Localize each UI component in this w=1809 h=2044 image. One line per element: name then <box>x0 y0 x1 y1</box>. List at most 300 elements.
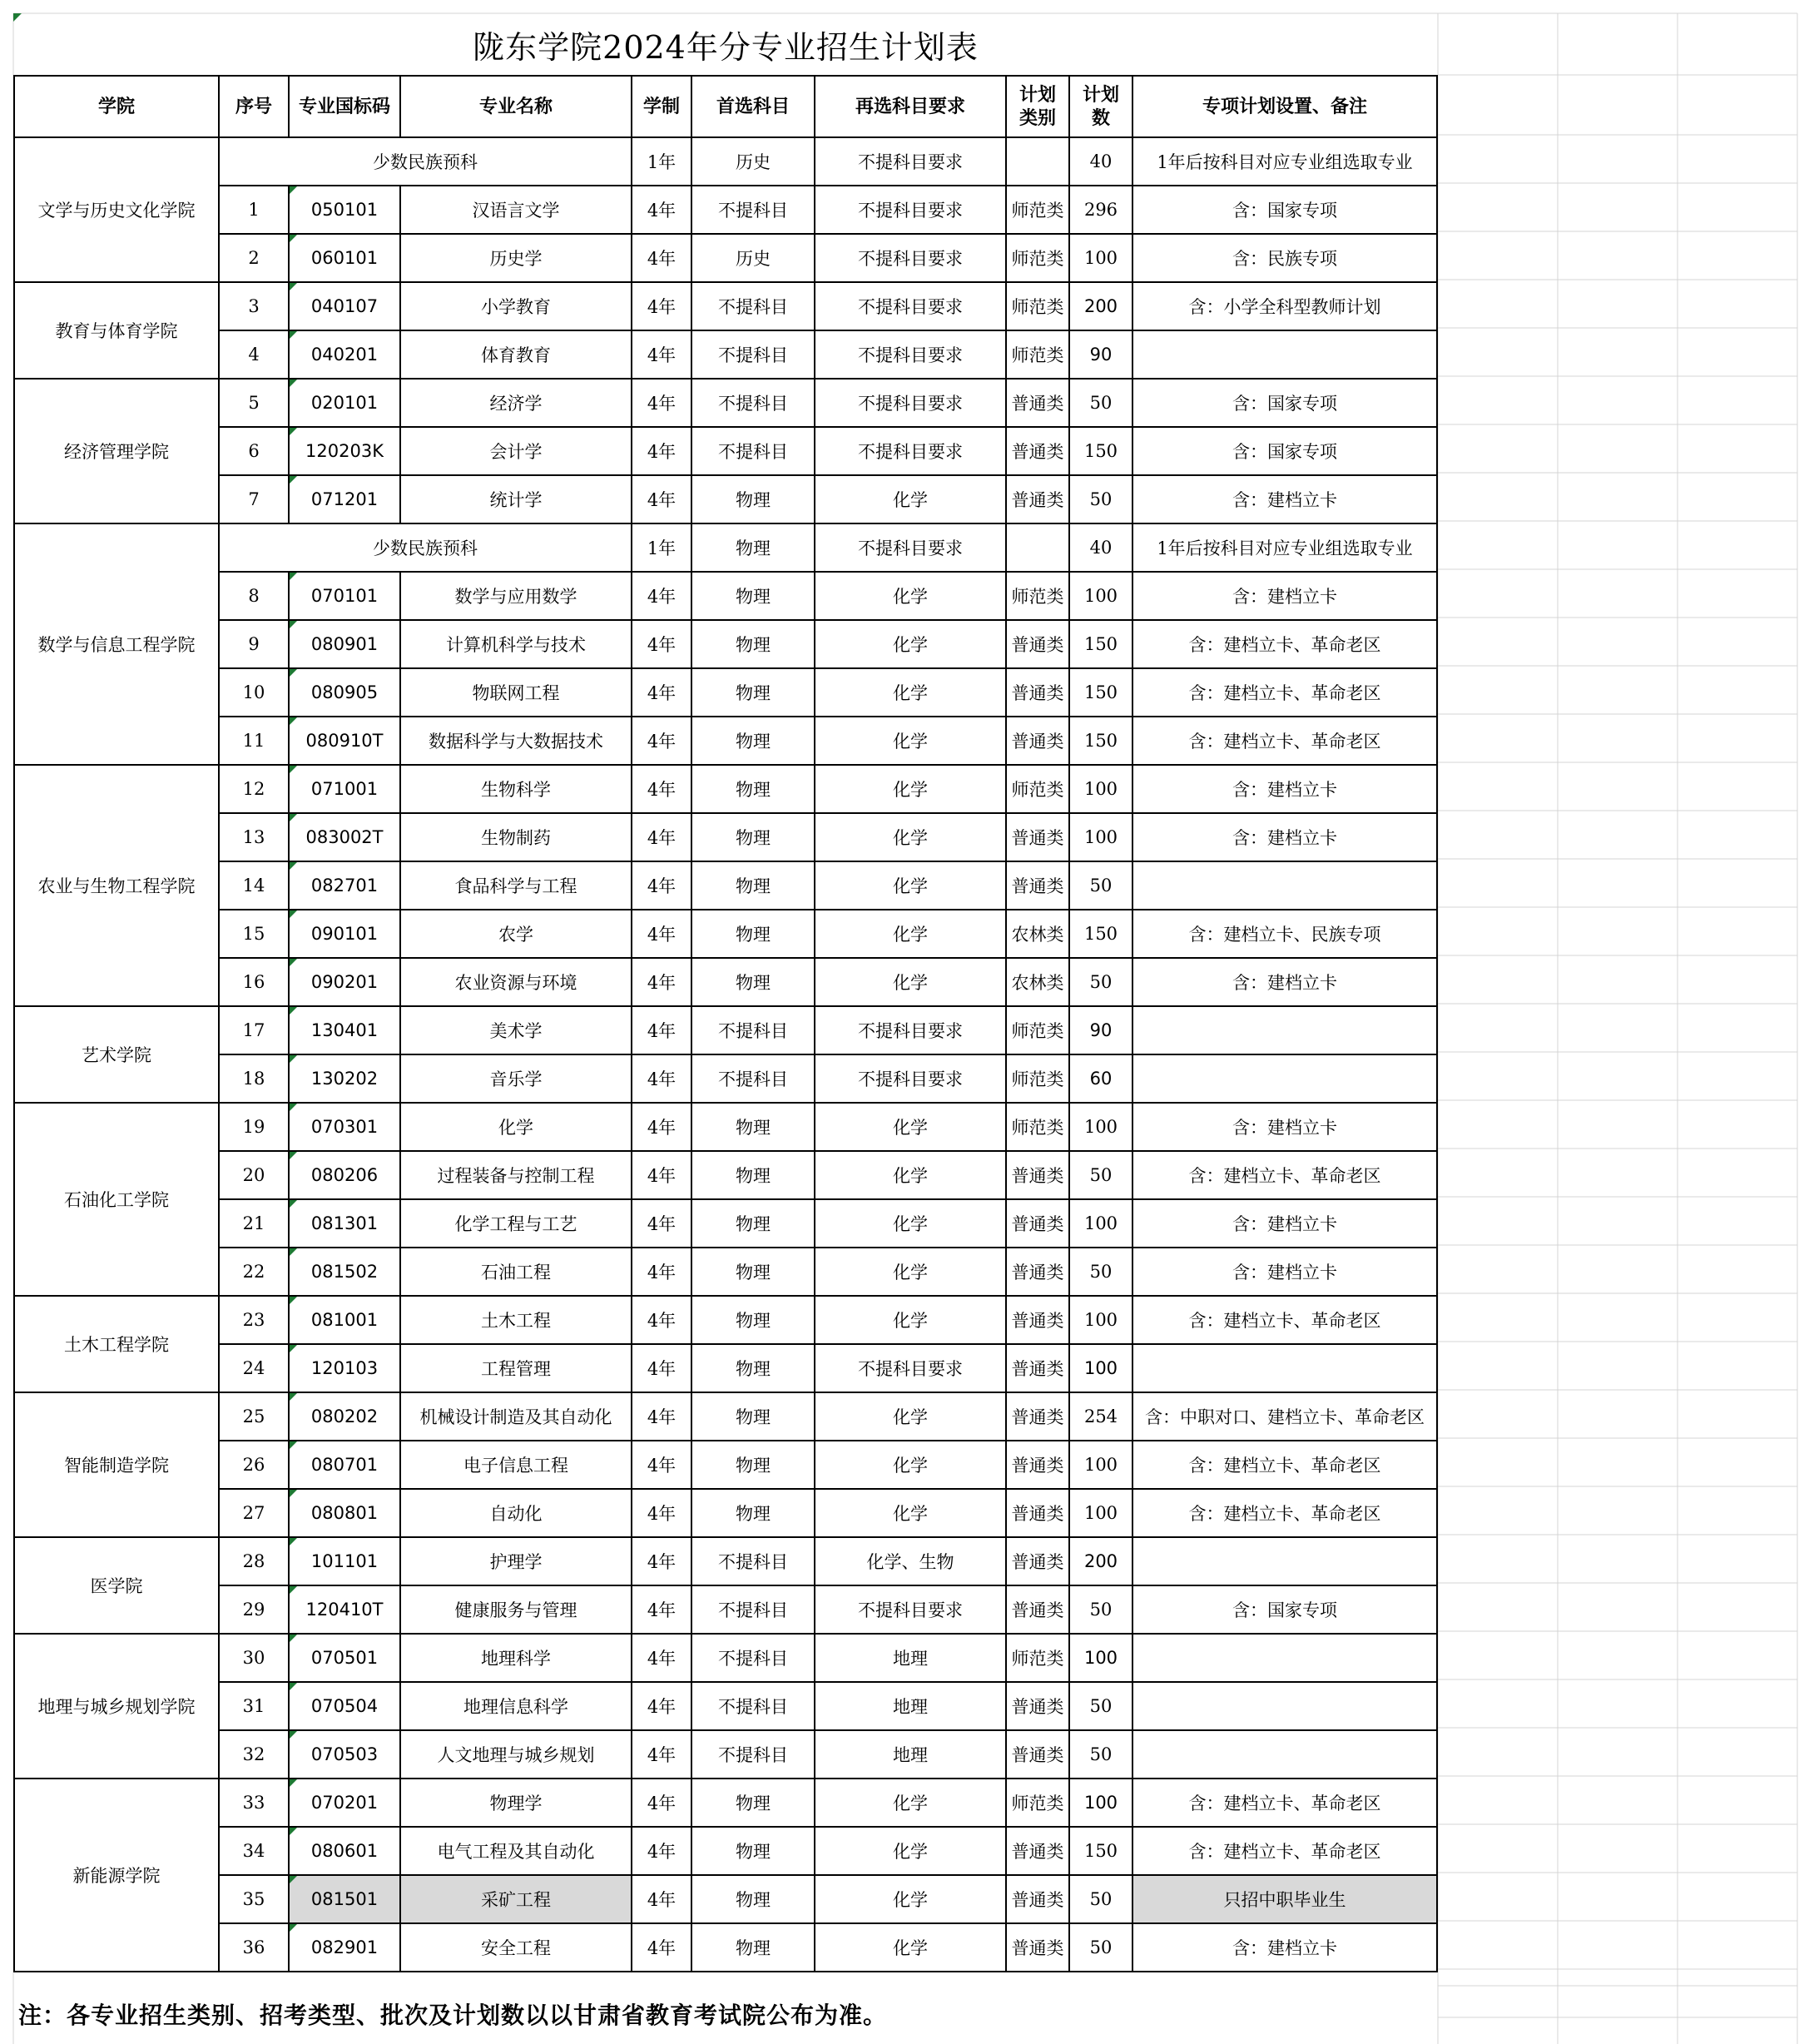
second-subject-cell: 化学 <box>815 475 1006 523</box>
table-row <box>14 1923 1437 1972</box>
plan-count-cell: 50 <box>1069 1151 1132 1199</box>
cell-marker-icon <box>290 814 297 821</box>
second-subject-cell: 化学 <box>815 1248 1006 1296</box>
code-cell <box>289 1054 400 1103</box>
seq-cell: 22 <box>219 1248 289 1296</box>
code-text: 040201 <box>310 345 379 365</box>
plan-category-cell: 师范类 <box>1006 186 1069 234</box>
first-subject-cell: 物理 <box>691 1344 815 1392</box>
code-cell <box>289 379 400 427</box>
code-text: 130401 <box>310 1020 379 1040</box>
college-name: 地理与城乡规划学院 <box>14 1634 219 1779</box>
remark-cell: 含：国家专项 <box>1132 1585 1437 1634</box>
plan-count-cell: 100 <box>1069 813 1132 861</box>
code-text: 080905 <box>310 682 379 702</box>
remark-cell <box>1132 1344 1437 1392</box>
cell-marker-icon <box>290 1490 297 1497</box>
second-subject-cell: 不提科目要求 <box>815 330 1006 379</box>
header-duration: 学制 <box>632 76 691 137</box>
cell-marker-icon <box>290 1007 297 1015</box>
remark-cell: 含：建档立卡 <box>1132 765 1437 813</box>
second-subject-cell: 化学 <box>815 1489 1006 1537</box>
first-subject-cell: 不提科目 <box>691 379 815 427</box>
duration-cell: 4年 <box>632 1441 691 1489</box>
college-name: 文学与历史文化学院 <box>14 137 219 282</box>
duration-cell: 4年 <box>632 572 691 620</box>
plan-count-cell: 150 <box>1069 1827 1132 1875</box>
plan-count-cell: 100 <box>1069 1344 1132 1392</box>
duration-cell: 4年 <box>632 427 691 475</box>
table-row <box>14 1489 1437 1537</box>
second-subject-cell: 化学 <box>815 765 1006 813</box>
code-cell <box>289 1441 400 1489</box>
cell-marker-icon <box>290 476 297 484</box>
duration-cell: 4年 <box>632 861 691 910</box>
code-text: 082901 <box>310 1937 379 1957</box>
first-subject-cell: 物理 <box>691 1296 815 1344</box>
first-subject-cell: 物理 <box>691 1923 815 1972</box>
second-subject-cell: 不提科目要求 <box>815 1054 1006 1103</box>
cell-marker-icon <box>290 1586 297 1594</box>
code-text: 081001 <box>310 1310 379 1330</box>
major-name-cell: 电气工程及其自动化 <box>400 1827 632 1875</box>
plan-count-cell: 200 <box>1069 1537 1132 1585</box>
major-name-cell: 统计学 <box>400 475 632 523</box>
college-name: 艺术学院 <box>14 1006 219 1103</box>
code-cell <box>289 1344 400 1392</box>
plan-count-cell: 100 <box>1069 1199 1132 1248</box>
remark-cell: 含：建档立卡、革命老区 <box>1132 717 1437 765</box>
major-name-cell: 食品科学与工程 <box>400 861 632 910</box>
first-subject-cell: 物理 <box>691 523 815 572</box>
second-subject-cell: 不提科目要求 <box>815 427 1006 475</box>
major-name-cell: 农学 <box>400 910 632 958</box>
table-row <box>14 1779 1437 1827</box>
major-name-cell: 会计学 <box>400 427 632 475</box>
cell-marker-icon <box>290 766 297 773</box>
major-name-cell: 自动化 <box>400 1489 632 1537</box>
remark-cell: 含：建档立卡 <box>1132 813 1437 861</box>
seq-cell: 19 <box>219 1103 289 1151</box>
header-seq: 序号 <box>219 76 289 137</box>
first-subject-cell: 物理 <box>691 1489 815 1537</box>
code-text: 090201 <box>310 972 379 992</box>
code-cell <box>289 813 400 861</box>
seq-cell: 28 <box>219 1537 289 1585</box>
plan-category-cell: 普通类 <box>1006 717 1069 765</box>
seq-cell: 33 <box>219 1779 289 1827</box>
header-second-subject: 再选科目要求 <box>815 76 1006 137</box>
major-name-cell: 地理科学 <box>400 1634 632 1682</box>
seq-cell: 36 <box>219 1923 289 1972</box>
table-row <box>14 620 1437 668</box>
seq-cell: 13 <box>219 813 289 861</box>
second-subject-cell: 地理 <box>815 1682 1006 1730</box>
second-subject-cell: 化学 <box>815 572 1006 620</box>
first-subject-cell: 不提科目 <box>691 1054 815 1103</box>
remark-cell: 含：建档立卡 <box>1132 958 1437 1006</box>
remark-cell: 含：建档立卡、革命老区 <box>1132 1296 1437 1344</box>
plan-category-cell: 师范类 <box>1006 330 1069 379</box>
plan-category-cell: 普通类 <box>1006 1585 1069 1634</box>
remark-cell: 含：建档立卡、革命老区 <box>1132 1441 1437 1489</box>
major-name-cell: 数学与应用数学 <box>400 572 632 620</box>
first-subject-cell: 物理 <box>691 765 815 813</box>
seq-cell: 27 <box>219 1489 289 1537</box>
header-remark: 专项计划设置、备注 <box>1132 76 1437 137</box>
plan-category-cell <box>1006 523 1069 572</box>
plan-count-cell: 100 <box>1069 1103 1132 1151</box>
table-row <box>14 668 1437 717</box>
code-cell <box>289 1875 400 1923</box>
code-cell <box>289 1682 400 1730</box>
seq-cell: 17 <box>219 1006 289 1054</box>
code-cell <box>289 1923 400 1972</box>
code-cell <box>289 1827 400 1875</box>
table-row <box>14 1103 1437 1151</box>
code-text: 120203K <box>305 441 384 461</box>
second-subject-cell: 化学 <box>815 958 1006 1006</box>
code-cell <box>289 1779 400 1827</box>
second-subject-cell: 不提科目要求 <box>815 282 1006 330</box>
cell-marker-icon <box>290 717 297 725</box>
table-row <box>14 1634 1437 1682</box>
cell-marker-icon <box>290 1441 297 1449</box>
seq-cell: 30 <box>219 1634 289 1682</box>
first-subject-cell: 不提科目 <box>691 1682 815 1730</box>
plan-count-cell: 90 <box>1069 1006 1132 1054</box>
code-text: 120410T <box>305 1600 384 1620</box>
code-cell <box>289 475 400 523</box>
second-subject-cell: 不提科目要求 <box>815 186 1006 234</box>
cell-marker-icon <box>290 1152 297 1159</box>
plan-count-cell: 40 <box>1069 137 1132 186</box>
header-row <box>14 76 1437 137</box>
code-text: 101101 <box>310 1551 379 1571</box>
major-name-cell: 安全工程 <box>400 1923 632 1972</box>
cell-marker-icon <box>290 428 297 435</box>
plan-category-cell: 师范类 <box>1006 1634 1069 1682</box>
remark-cell: 含：建档立卡 <box>1132 1103 1437 1151</box>
second-subject-cell: 化学 <box>815 1923 1006 1972</box>
cell-marker-icon <box>290 621 297 628</box>
duration-cell: 4年 <box>632 765 691 813</box>
table-row <box>14 137 1437 186</box>
duration-cell: 1年 <box>632 523 691 572</box>
seq-cell: 14 <box>219 861 289 910</box>
remark-cell: 1年后按科目对应专业组选取专业 <box>1132 523 1437 572</box>
plan-category-cell: 普通类 <box>1006 1827 1069 1875</box>
first-subject-cell: 不提科目 <box>691 282 815 330</box>
duration-cell: 4年 <box>632 1006 691 1054</box>
duration-cell: 4年 <box>632 282 691 330</box>
plan-category-cell: 普通类 <box>1006 813 1069 861</box>
code-cell <box>289 1248 400 1296</box>
major-name-cell: 采矿工程 <box>400 1875 632 1923</box>
first-subject-cell: 物理 <box>691 668 815 717</box>
duration-cell: 4年 <box>632 1634 691 1682</box>
header-code: 专业国标码 <box>289 76 400 137</box>
second-subject-cell: 不提科目要求 <box>815 137 1006 186</box>
page-title: 陇东学院2024年分专业招生计划表 <box>473 28 979 66</box>
code-cell <box>289 1151 400 1199</box>
plan-count-cell: 50 <box>1069 1923 1132 1972</box>
footnote: 注：各专业招生类别、招考类型、批次及计划数以以甘肃省教育考试院公布为准。 <box>18 2002 888 2029</box>
plan-category-cell: 农林类 <box>1006 910 1069 958</box>
major-name-cell: 地理信息科学 <box>400 1682 632 1730</box>
plan-category-cell: 师范类 <box>1006 234 1069 282</box>
cell-marker-icon <box>290 235 297 242</box>
code-text: 081301 <box>310 1213 379 1233</box>
major-name-cell: 生物制药 <box>400 813 632 861</box>
seq-cell: 15 <box>219 910 289 958</box>
table-row <box>14 427 1437 475</box>
plan-category-cell: 农林类 <box>1006 958 1069 1006</box>
second-subject-cell: 不提科目要求 <box>815 1344 1006 1392</box>
plan-category-cell: 师范类 <box>1006 765 1069 813</box>
second-subject-cell: 化学 <box>815 861 1006 910</box>
plan-category-cell: 普通类 <box>1006 1344 1069 1392</box>
seq-cell: 9 <box>219 620 289 668</box>
code-text: 070503 <box>310 1744 379 1764</box>
cell-marker-icon <box>290 1393 297 1401</box>
first-subject-cell: 物理 <box>691 1827 815 1875</box>
remark-cell <box>1132 1730 1437 1779</box>
major-name-cell: 农业资源与环境 <box>400 958 632 1006</box>
remark-cell: 含：建档立卡 <box>1132 1923 1437 1972</box>
table-row <box>14 1827 1437 1875</box>
plan-category-cell: 师范类 <box>1006 1103 1069 1151</box>
remark-cell: 含：建档立卡、民族专项 <box>1132 910 1437 958</box>
plan-category-cell: 普通类 <box>1006 861 1069 910</box>
college-name: 土木工程学院 <box>14 1296 219 1392</box>
seq-cell: 21 <box>219 1199 289 1248</box>
plan-count-cell: 50 <box>1069 379 1132 427</box>
first-subject-cell: 不提科目 <box>691 1585 815 1634</box>
second-subject-cell: 不提科目要求 <box>815 234 1006 282</box>
duration-cell: 4年 <box>632 1875 691 1923</box>
cell-marker-icon <box>290 1200 297 1208</box>
code-cell <box>289 1103 400 1151</box>
duration-cell: 4年 <box>632 379 691 427</box>
remark-cell <box>1132 861 1437 910</box>
duration-cell: 4年 <box>632 234 691 282</box>
second-subject-cell: 化学 <box>815 717 1006 765</box>
duration-cell: 4年 <box>632 717 691 765</box>
table-row <box>14 1296 1437 1344</box>
college-name: 新能源学院 <box>14 1779 219 1972</box>
major-name-cell: 汉语言文学 <box>400 186 632 234</box>
table-row <box>14 186 1437 234</box>
code-text: 050101 <box>310 200 379 220</box>
duration-cell: 1年 <box>632 137 691 186</box>
duration-cell: 4年 <box>632 1489 691 1537</box>
code-text: 083002T <box>305 827 384 847</box>
major-name-cell: 美术学 <box>400 1006 632 1054</box>
cell-marker-icon <box>290 959 297 966</box>
major-name-cell: 工程管理 <box>400 1344 632 1392</box>
remark-cell <box>1132 1054 1437 1103</box>
code-text: 080910T <box>305 731 384 751</box>
first-subject-cell: 不提科目 <box>691 330 815 379</box>
remark-cell: 含：建档立卡、革命老区 <box>1132 1151 1437 1199</box>
cell-marker-icon <box>290 1731 297 1739</box>
table-row <box>14 1585 1437 1634</box>
cell-marker-icon <box>290 186 297 194</box>
remark-cell: 含：国家专项 <box>1132 186 1437 234</box>
header-major: 专业名称 <box>400 76 632 137</box>
second-subject-cell: 化学 <box>815 1392 1006 1441</box>
seq-cell: 35 <box>219 1875 289 1923</box>
duration-cell: 4年 <box>632 910 691 958</box>
first-subject-cell: 物理 <box>691 910 815 958</box>
cell-marker-icon <box>290 1683 297 1690</box>
first-subject-cell: 物理 <box>691 1103 815 1151</box>
plan-category-cell: 师范类 <box>1006 1006 1069 1054</box>
seq-cell: 2 <box>219 234 289 282</box>
table-row <box>14 1682 1437 1730</box>
plan-category-cell: 普通类 <box>1006 1875 1069 1923</box>
major-name-cell: 音乐学 <box>400 1054 632 1103</box>
plan-category-cell: 普通类 <box>1006 1296 1069 1344</box>
major-name-cell: 过程装备与控制工程 <box>400 1151 632 1199</box>
first-subject-cell: 物理 <box>691 572 815 620</box>
first-subject-cell: 历史 <box>691 234 815 282</box>
first-subject-cell: 不提科目 <box>691 1537 815 1585</box>
plan-category-cell: 普通类 <box>1006 1248 1069 1296</box>
remark-cell: 含：建档立卡 <box>1132 1199 1437 1248</box>
seq-cell: 10 <box>219 668 289 717</box>
seq-cell: 34 <box>219 1827 289 1875</box>
second-subject-cell: 化学 <box>815 1103 1006 1151</box>
seq-cell: 4 <box>219 330 289 379</box>
cell-marker-icon <box>290 1828 297 1835</box>
second-subject-cell: 化学 <box>815 910 1006 958</box>
major-name-cell: 物理学 <box>400 1779 632 1827</box>
cell-marker-icon <box>290 1538 297 1545</box>
plan-count-cell: 296 <box>1069 186 1132 234</box>
enrollment-plan-table <box>13 75 1438 1972</box>
header-first-subject: 首选科目 <box>691 76 815 137</box>
first-subject-cell: 不提科目 <box>691 1006 815 1054</box>
code-cell <box>289 717 400 765</box>
seq-cell: 7 <box>219 475 289 523</box>
table-row <box>14 330 1437 379</box>
plan-count-cell: 100 <box>1069 1634 1132 1682</box>
second-subject-cell: 不提科目要求 <box>815 523 1006 572</box>
plan-category-cell: 师范类 <box>1006 1779 1069 1827</box>
college-name: 数学与信息工程学院 <box>14 523 219 765</box>
second-subject-cell: 化学 <box>815 1296 1006 1344</box>
second-subject-cell: 化学 <box>815 813 1006 861</box>
duration-cell: 4年 <box>632 330 691 379</box>
code-cell <box>289 330 400 379</box>
plan-category-cell: 普通类 <box>1006 1489 1069 1537</box>
first-subject-cell: 历史 <box>691 137 815 186</box>
college-name: 农业与生物工程学院 <box>14 765 219 1006</box>
code-text: 070201 <box>310 1793 379 1813</box>
plan-category-cell: 普通类 <box>1006 475 1069 523</box>
first-subject-cell: 物理 <box>691 475 815 523</box>
remark-cell: 含：小学全科型教师计划 <box>1132 282 1437 330</box>
code-text: 080206 <box>310 1165 379 1185</box>
code-text: 080801 <box>310 1503 379 1523</box>
first-subject-cell: 物理 <box>691 1441 815 1489</box>
code-cell <box>289 1199 400 1248</box>
plan-category-cell: 普通类 <box>1006 1537 1069 1585</box>
major-name-cell: 化学 <box>400 1103 632 1151</box>
table-row <box>14 717 1437 765</box>
first-subject-cell: 物理 <box>691 813 815 861</box>
plan-count-cell: 150 <box>1069 427 1132 475</box>
plan-category-cell: 普通类 <box>1006 1923 1069 1972</box>
major-name-cell: 机械设计制造及其自动化 <box>400 1392 632 1441</box>
cell-marker-icon <box>290 910 297 918</box>
table-row <box>14 475 1437 523</box>
table-row <box>14 1875 1437 1923</box>
plan-category-cell: 普通类 <box>1006 620 1069 668</box>
duration-cell: 4年 <box>632 1923 691 1972</box>
remark-cell <box>1132 330 1437 379</box>
cell-marker-icon <box>290 380 297 387</box>
duration-cell: 4年 <box>632 475 691 523</box>
cell-marker-icon <box>290 1104 297 1111</box>
first-subject-cell: 不提科目 <box>691 1634 815 1682</box>
seq-cell: 32 <box>219 1730 289 1779</box>
code-text: 070101 <box>310 586 379 606</box>
plan-category-cell: 普通类 <box>1006 1151 1069 1199</box>
cell-marker-icon <box>290 1345 297 1352</box>
cell-marker-icon <box>290 1924 297 1932</box>
table-row <box>14 572 1437 620</box>
cell-marker-icon <box>290 573 297 580</box>
second-subject-cell: 化学 <box>815 1827 1006 1875</box>
plan-count-cell: 50 <box>1069 861 1132 910</box>
plan-count-cell: 200 <box>1069 282 1132 330</box>
plan-count-cell: 150 <box>1069 717 1132 765</box>
seq-cell: 12 <box>219 765 289 813</box>
remark-cell: 含：建档立卡 <box>1132 572 1437 620</box>
plan-category-cell: 师范类 <box>1006 282 1069 330</box>
major-name-cell: 小学教育 <box>400 282 632 330</box>
code-text: 080601 <box>310 1841 379 1861</box>
code-cell <box>289 620 400 668</box>
table-row <box>14 813 1437 861</box>
plan-count-cell: 50 <box>1069 1730 1132 1779</box>
plan-category-cell: 普通类 <box>1006 1682 1069 1730</box>
duration-cell: 4年 <box>632 1730 691 1779</box>
college-name: 智能制造学院 <box>14 1392 219 1537</box>
plan-count-cell: 150 <box>1069 668 1132 717</box>
code-cell <box>289 958 400 1006</box>
table-row <box>14 282 1437 330</box>
table-row <box>14 1199 1437 1248</box>
code-cell <box>289 1006 400 1054</box>
plan-category-cell: 普通类 <box>1006 427 1069 475</box>
college-name: 经济管理学院 <box>14 379 219 523</box>
plan-count-cell: 50 <box>1069 958 1132 1006</box>
duration-cell: 4年 <box>632 1827 691 1875</box>
remark-cell: 含：建档立卡 <box>1132 475 1437 523</box>
plan-count-cell: 100 <box>1069 1779 1132 1827</box>
plan-count-cell: 100 <box>1069 765 1132 813</box>
plan-category-cell: 普通类 <box>1006 1199 1069 1248</box>
plan-category-cell: 普通类 <box>1006 1392 1069 1441</box>
college-name: 石油化工学院 <box>14 1103 219 1296</box>
remark-cell <box>1132 1006 1437 1054</box>
duration-cell: 4年 <box>632 1585 691 1634</box>
code-text: 070301 <box>310 1117 379 1137</box>
